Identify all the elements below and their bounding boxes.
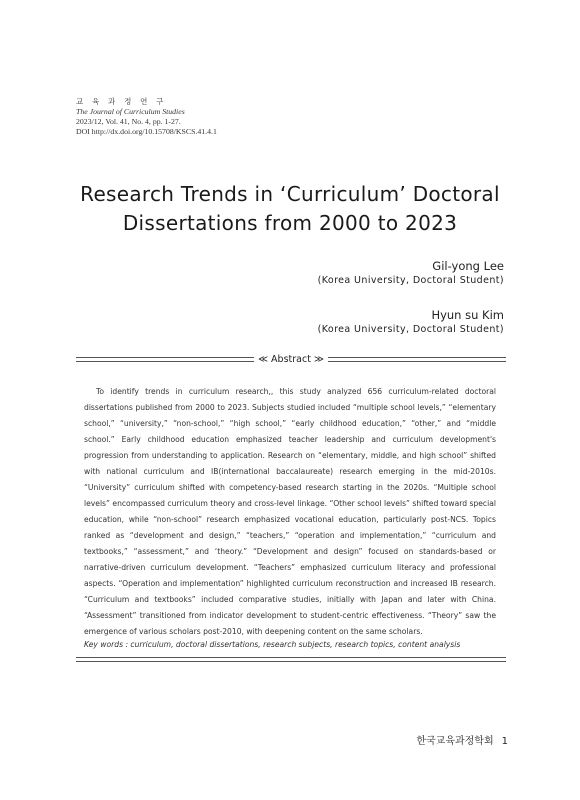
journal-issue: 2023/12, Vol. 41, No. 4, pp. 1-27.: [76, 117, 181, 126]
double-rule-right: [328, 357, 506, 362]
author-name: Hyun su Kim: [431, 308, 504, 322]
author-affiliation: (Korea University, Doctoral Student): [317, 324, 504, 335]
page-footer: [416, 732, 508, 747]
abstract-label: ≪ Abstract ≫: [258, 353, 324, 365]
author-name: Gil-yong Lee: [432, 259, 504, 273]
journal-header: [76, 96, 376, 137]
journal-title-english: The Journal of Curriculum Studies: [76, 107, 185, 116]
paper-title-line-1: Research Trends in ‘Curriculum’ Doctoral: [80, 182, 500, 206]
journal-doi: DOI http://dx.doi.org/10.15708/KSCS.41.4.1: [76, 127, 217, 136]
abstract-bottom-rule: [76, 657, 506, 662]
page-number: 1: [501, 736, 508, 747]
keywords: Key words : curriculum, doctoral dissertations, research subjects, research topics, content analysis: [84, 640, 461, 649]
paper-title: [0, 180, 580, 238]
journal-title-korean: 교 육 과 정 연 구: [76, 97, 167, 106]
double-rule-left: [76, 357, 254, 362]
society-name: 한국교육과정학회: [416, 736, 494, 747]
author-2: [318, 307, 504, 337]
abstract-heading-rule: [76, 352, 506, 366]
author-1: [318, 258, 504, 288]
author-affiliation: (Korea University, Doctoral Student): [317, 275, 504, 286]
abstract-text: To identify trends in curriculum research,, this study analyzed 656 curriculum-related doctoral dissertations published from 2000 to 2023. Subjects studied included “multiple school levels,” “elementary school,” “university,” “non-school,” “high school,” “early childhood education,” “other,” and “middle school.” Early childhood education emphasized teacher leadership and curriculum development's progression from understanding to application. Research on “elementary, middle, and high school” shifted with national curriculum and IB(international baccalaureate) research emerging in the mid-2010s. “University” curriculum shifted with competency-based research starting in the 2020s. “Multiple school levels” encompassed curriculum theory and cross-level linkage. “Other school levels” shifted toward special education, while “non-school” research emphasized vocational education, particularly post-NCS. Topics ranked as “development and design,” “teachers,” “operation and implementation,” “curriculum and textbooks,” “assessment,” and ‘theory.” “Development and design” focused on standards-based or narrative-driven curriculum development. “Teachers” emphasized curriculum literacy and professional aspects. “Operation and implementation” highlighted curriculum reconstruction and increased IB research. “Curriculum and textbooks” included comparative studies, initially with Japan and later with China. “Assessment” transitioned from indicator development to student-centric effectiveness. “Theory” saw the emergence of various scholars post-2010, with deepening content on the same scholars.: [84, 387, 496, 636]
paper-title-line-2: Dissertations from 2000 to 2023: [122, 211, 458, 235]
